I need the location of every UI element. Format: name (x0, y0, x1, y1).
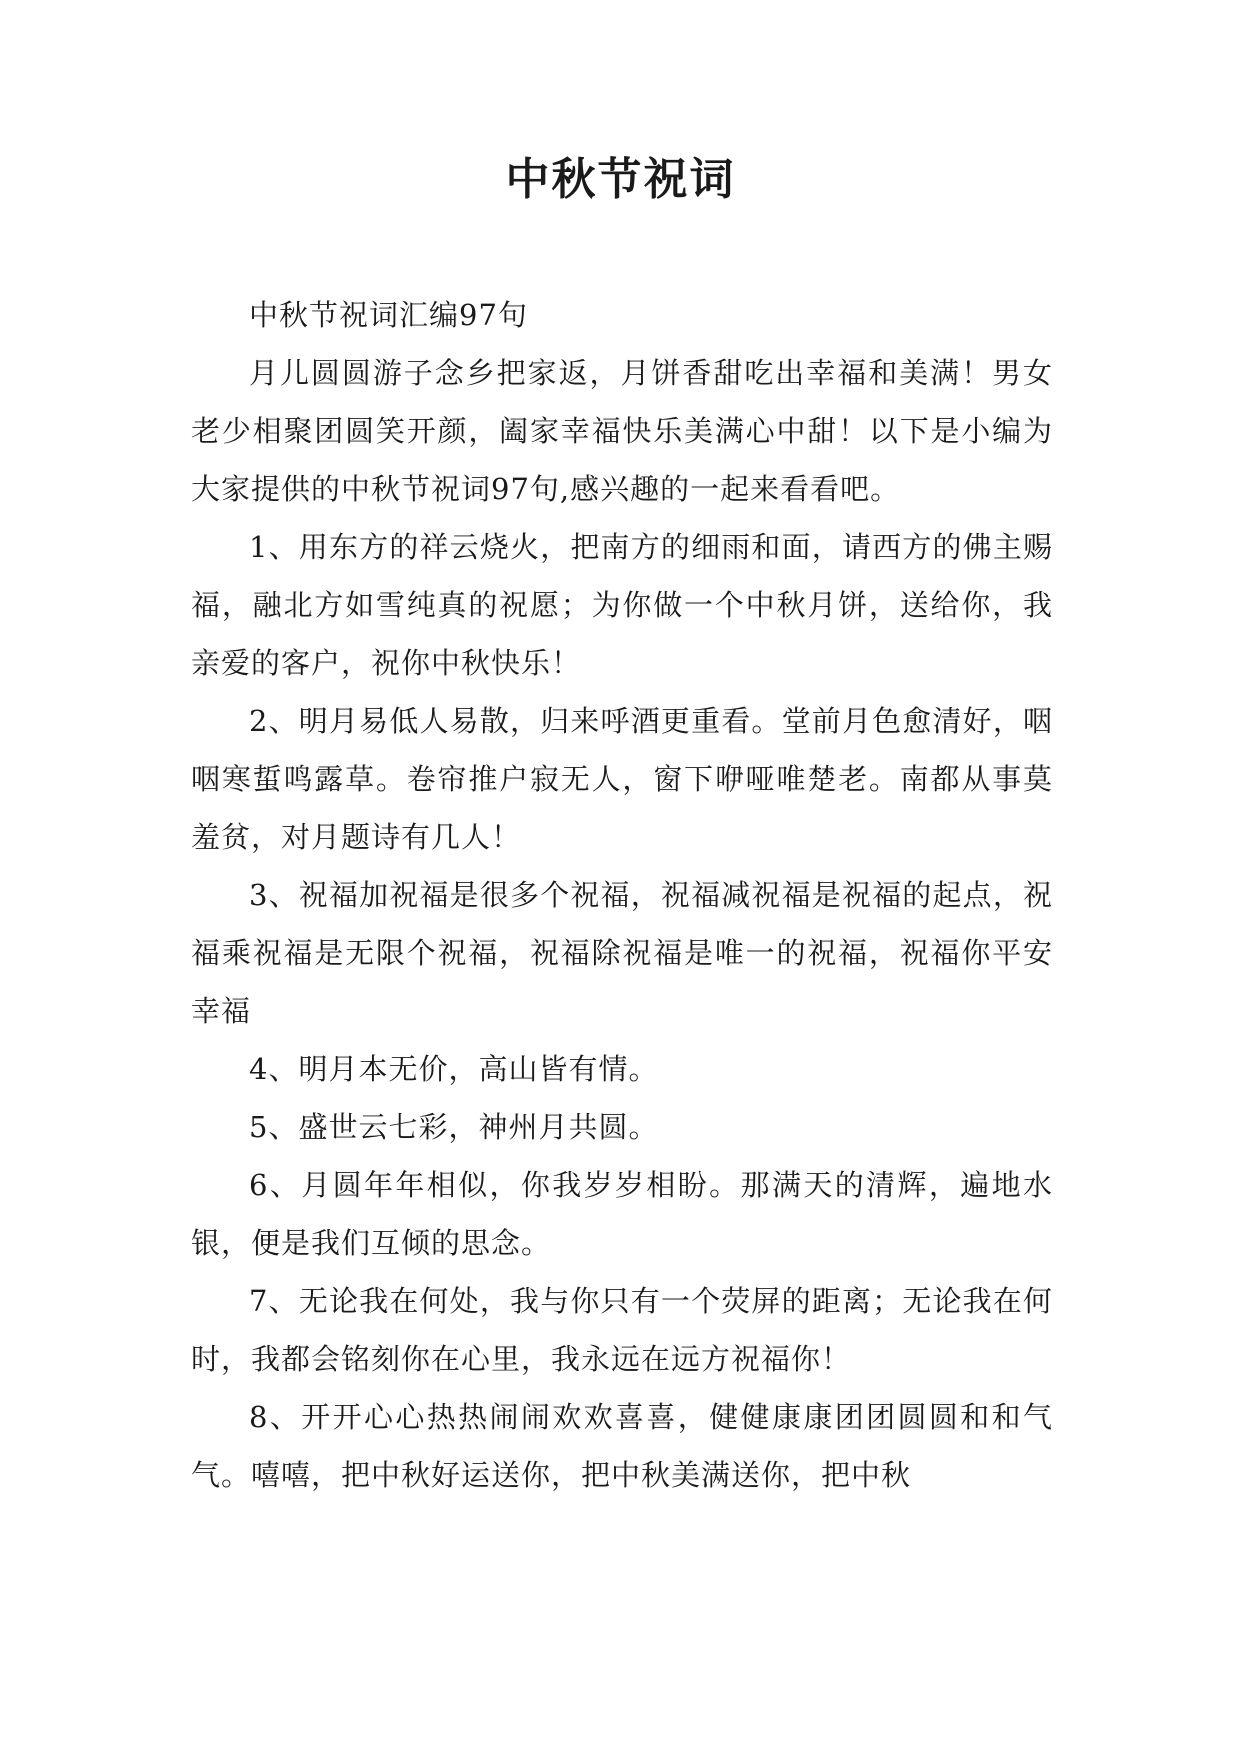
paragraph-item-6: 6、月圆年年相似，你我岁岁相盼。那满天的清辉，遍地水银，便是我们互倾的思念。 (191, 1168, 1053, 1260)
paragraph-subtitle: 中秋节祝词汇编97句 (249, 298, 528, 332)
paragraph-item-2: 2、明月易低人易散，归来呼酒更重看。堂前月色愈清好，咽咽寒蜇鸣露草。卷帘推户寂无人，窗下咿哑唯楚老。南都从事莫羞贫，对月题诗有几人！ (191, 704, 1053, 854)
paragraph-item-8: 8、开开心心热热闹闹欢欢喜喜，健健康康团团圆圆和和气气。嘻嘻，把中秋好运送你，把中秋美满送你，把中秋 (191, 1400, 1053, 1492)
paragraph-item-3: 3、祝福加祝福是很多个祝福，祝福减祝福是祝福的起点，祝福乘祝福是无限个祝福，祝福除祝福是唯一的祝福，祝福你平安幸福 (191, 878, 1053, 1028)
paragraph-item-5: 5、盛世云七彩，神州月共圆。 (249, 1110, 659, 1144)
paragraph-item-4: 4、明月本无价，高山皆有情。 (249, 1052, 659, 1086)
document-body (191, 286, 1053, 1504)
document-title: 中秋节祝词 (505, 154, 736, 205)
paragraph-item-1: 1、用东方的祥云烧火，把南方的细雨和面，请西方的佛主赐福，融北方如雪纯真的祝愿；为你做一个中秋月饼，送给你，我亲爱的客户，祝你中秋快乐！ (191, 530, 1053, 680)
paragraph-intro: 月儿圆圆游子念乡把家返，月饼香甜吃出幸福和美满！男女老少相聚团圆笑开颜，阖家幸福快乐美满心中甜！以下是小编为大家提供的中秋节祝词97句,感兴趣的一起来看看吧。 (191, 356, 1053, 506)
paragraph-item-7: 7、无论我在何处，我与你只有一个荧屏的距离；无论我在何时，我都会铭刻你在心里，我永远在远方祝福你！ (191, 1284, 1053, 1376)
